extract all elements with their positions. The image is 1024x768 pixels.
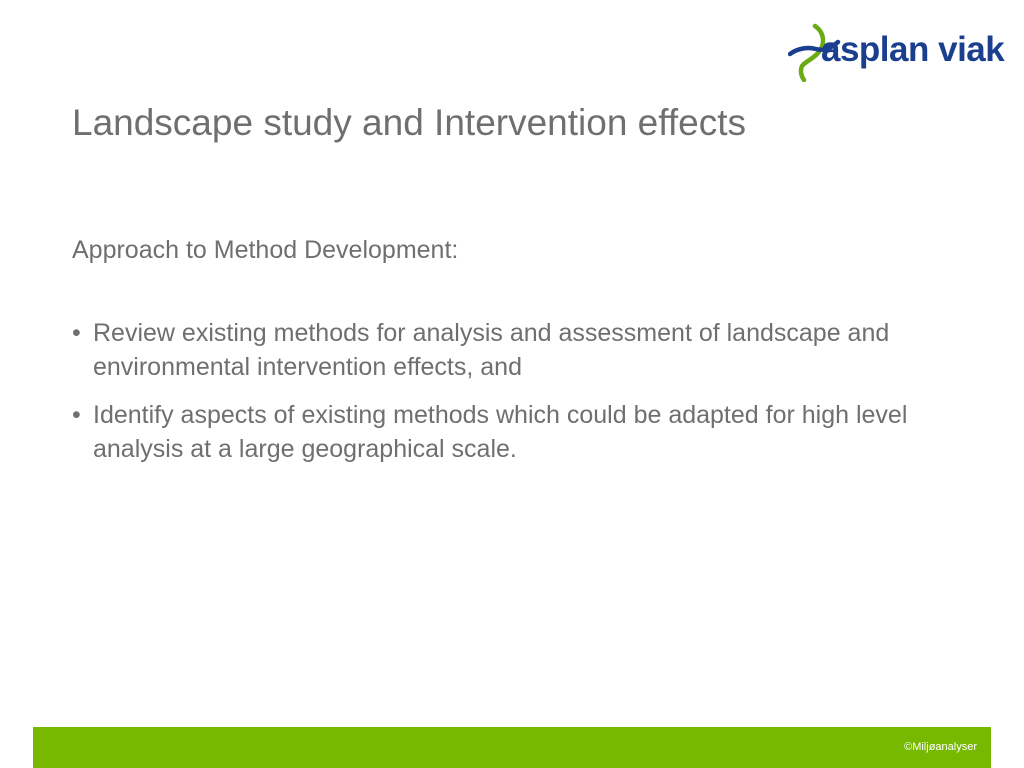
logo-wordmark: asplan viak — [821, 30, 1005, 69]
bullet-item — [72, 316, 972, 384]
slide-subheading: Approach to Method Development: — [72, 236, 459, 264]
company-logo — [788, 22, 1005, 86]
bullet-text: Review existing methods for analysis and assessment of landscape and environmental intervention effects, and — [93, 319, 890, 381]
bullet-text: Identify aspects of existing methods which could be adapted for high level analysis at a large geographical scale. — [93, 401, 908, 463]
bullet-marker: • — [72, 401, 81, 429]
slide-title: Landscape study and Intervention effects — [72, 102, 747, 143]
footer-copyright: ©Miljøanalyser — [904, 741, 977, 753]
bullet-list — [72, 316, 972, 480]
bullet-item — [72, 398, 972, 466]
footer-bar — [33, 727, 991, 768]
bullet-marker: • — [72, 319, 81, 347]
